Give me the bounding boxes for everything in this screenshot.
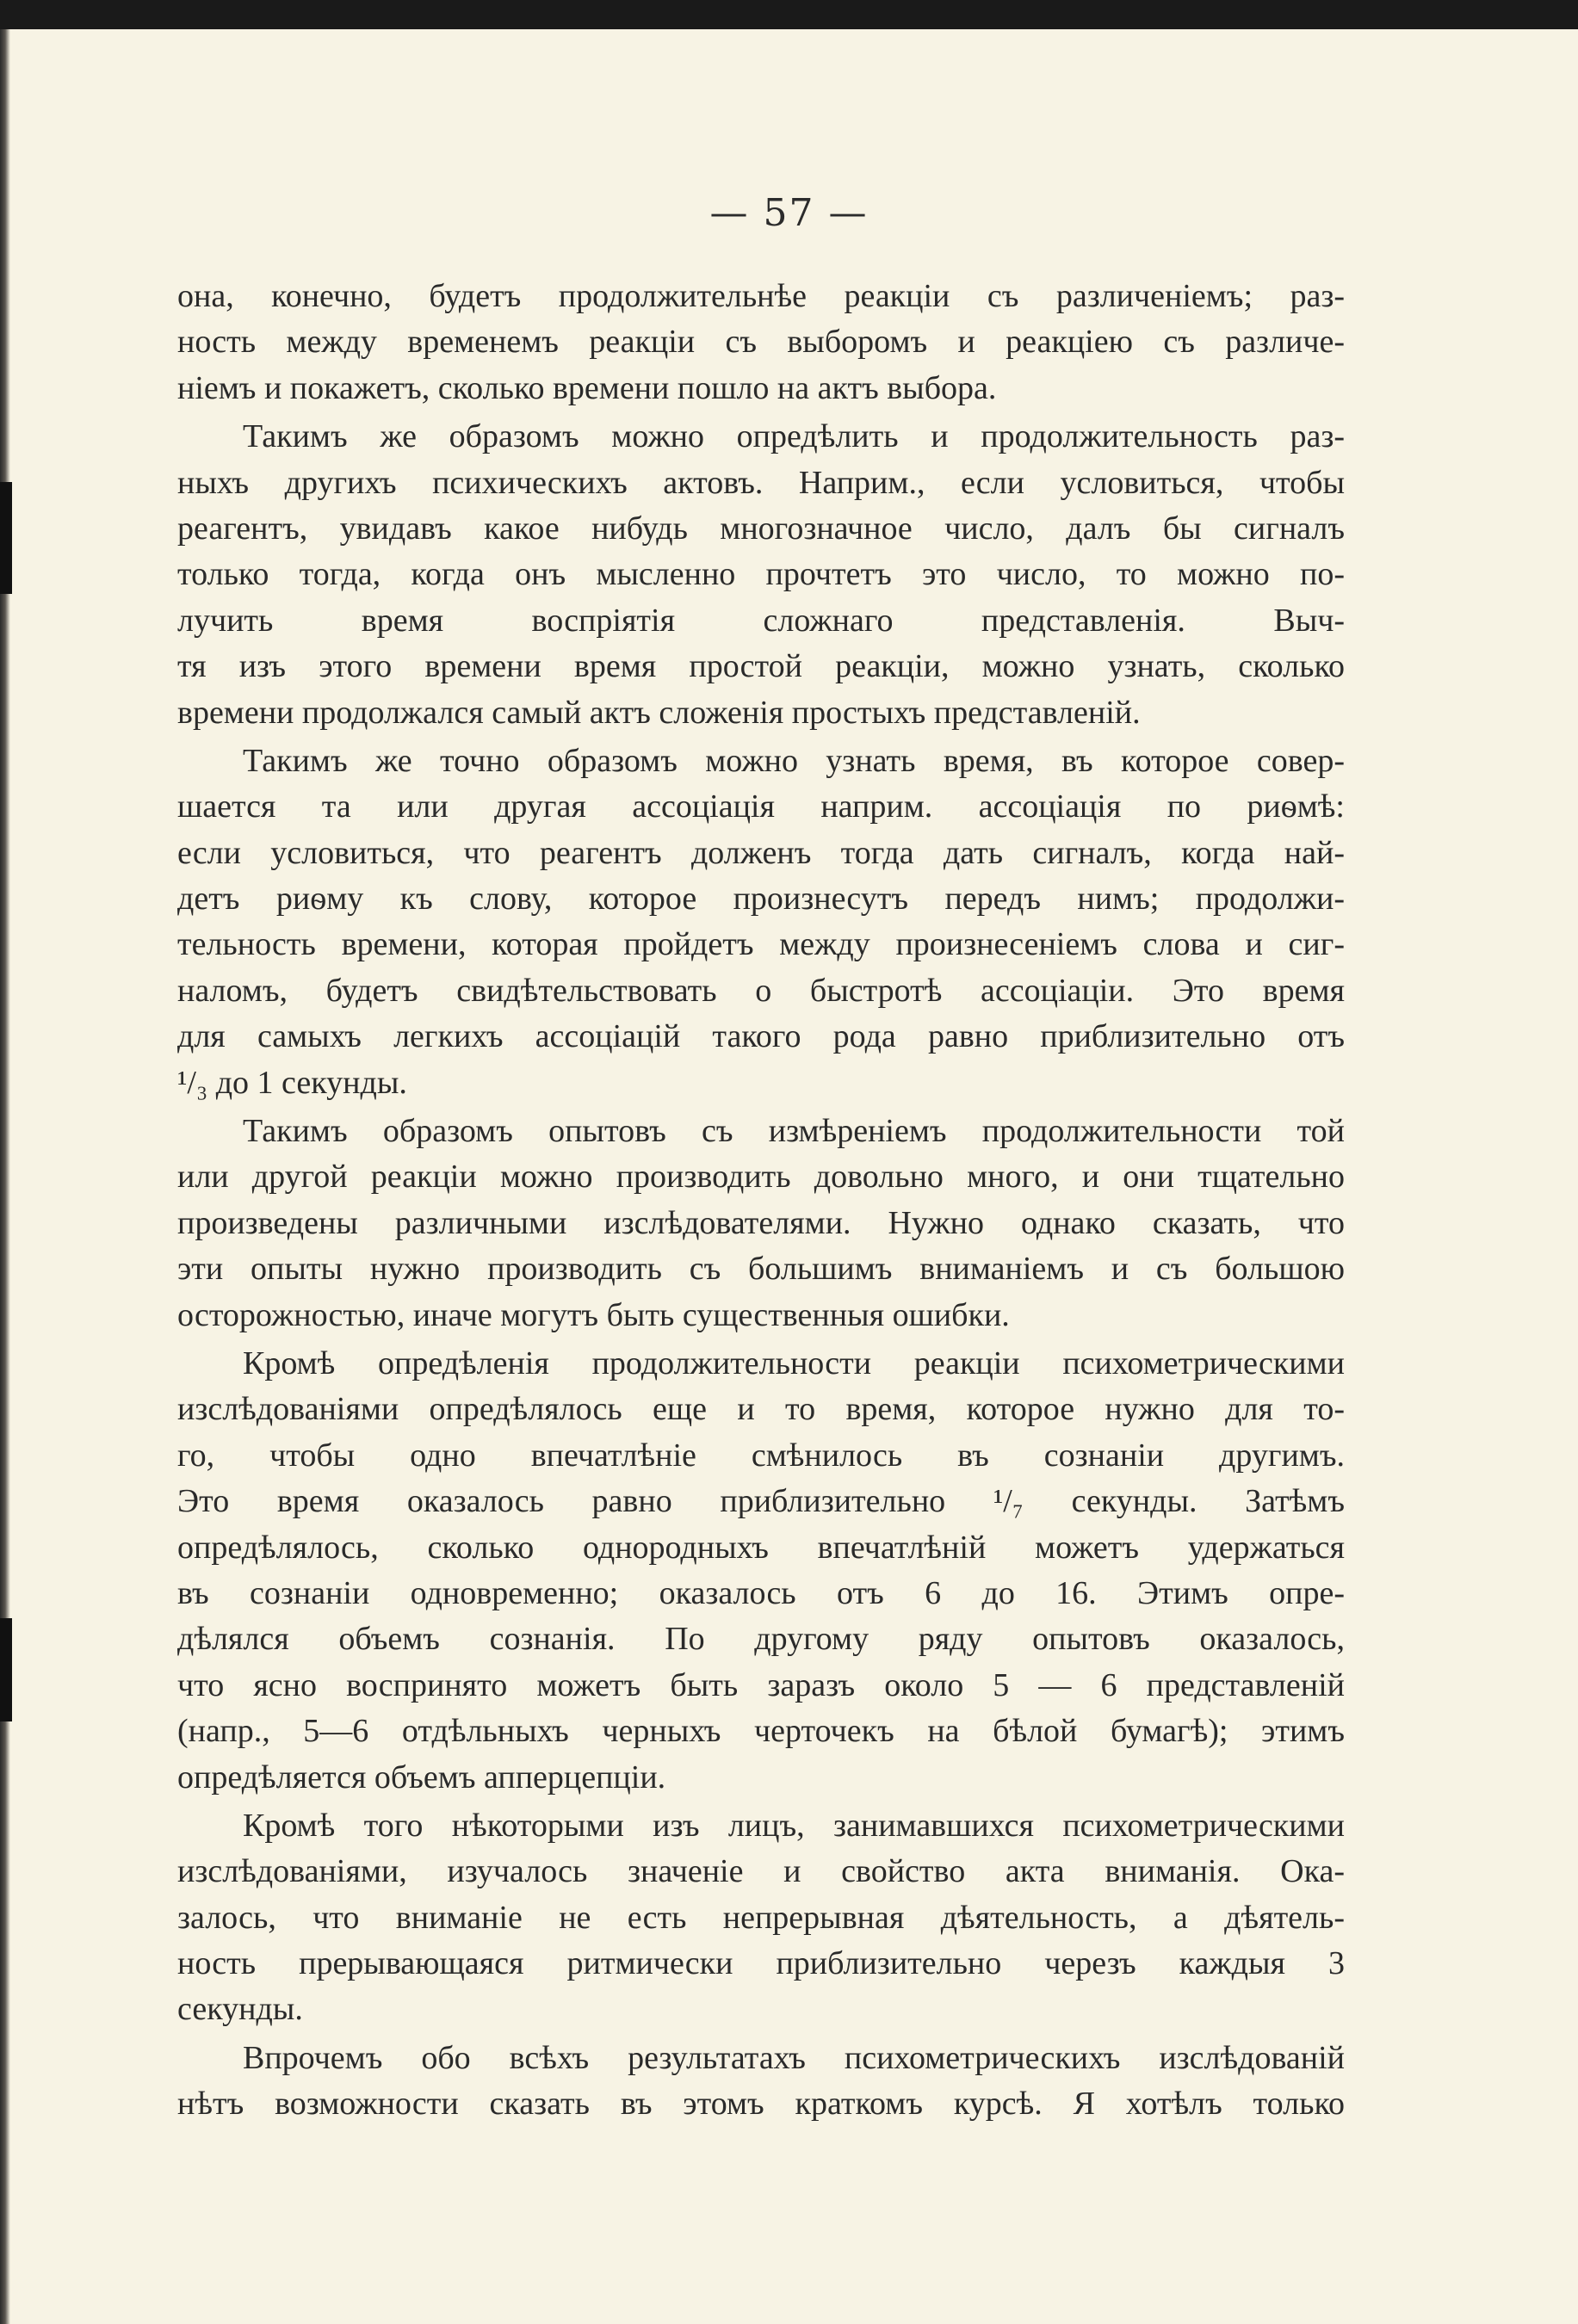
text-line: реагентъ, увидавъ какое нибудь многозначное число, далъ бы сигналъ	[177, 510, 1345, 547]
text-line: изслѣдованіями опредѣлялось еще и то время, которое нужно для то-	[177, 1391, 1345, 1428]
text-line: что ясно воспринято можетъ быть заразъ около 5 — 6 представленій	[177, 1666, 1345, 1703]
text-line: лучить время воспріятія сложнаго представленія. Выч-	[177, 602, 1345, 639]
text-line: времени продолжался самый актъ сложенія простыхъ представленій.	[177, 694, 1141, 731]
page-number: — 57 —	[709, 191, 869, 235]
body-text	[177, 274, 1345, 2130]
text-line: тя изъ этого времени время простой реакціи, можно узнать, сколько	[177, 648, 1345, 685]
text-line: шается та или другая ассоціація наприм. ассоціація по риѳмѣ:	[177, 788, 1345, 825]
text-line: го, чтобы одно впечатлѣніе смѣнилось въ сознаніи другимъ.	[177, 1437, 1345, 1474]
text-line: ніемъ и покажетъ, сколько времени пошло на актъ выбора.	[177, 369, 997, 406]
text-line: Кромѣ того нѣкоторыми изъ лицъ, занимавшихся психометрическими	[243, 1807, 1345, 1844]
text-line: Такимъ образомъ опытовъ съ измѣреніемъ продолжительности той	[243, 1113, 1345, 1150]
paragraph	[177, 2036, 1345, 2128]
text-line: произведены различными изслѣдователями. Нужно однако сказать, что	[177, 1204, 1345, 1241]
text-line: изслѣдованіями, изучалось значеніе и свойство акта вниманія. Ока-	[177, 1853, 1345, 1890]
text-line: только тогда, когда онъ мысленно прочтетъ это число, то можно по-	[177, 556, 1345, 593]
text-line: если условиться, что реагентъ долженъ тогда дать сигналъ, когда най-	[177, 834, 1345, 871]
text-line: наломъ, будетъ свидѣтельствовать о быстротѣ ассоціаціи. Это время	[177, 972, 1345, 1009]
binding-clip-mark	[0, 1618, 12, 1721]
text-line: или другой реакціи можно производить довольно много, и они тщательно	[177, 1159, 1345, 1196]
text-line: дѣлялся объемъ сознанія. По другому ряду опытовъ оказалось,	[177, 1621, 1345, 1658]
text-line: Такимъ же точно образомъ можно узнать время, въ которое совер-	[243, 742, 1345, 779]
binding-clip-mark	[0, 482, 12, 594]
text-line: нѣтъ возможности сказать въ этомъ краткомъ курсѣ. Я хотѣлъ только	[177, 2086, 1345, 2123]
paragraph	[177, 1341, 1345, 1801]
paragraph	[177, 1109, 1345, 1338]
text-line: опредѣляется объемъ апперцепціи.	[177, 1758, 666, 1796]
text-line: для самыхъ легкихъ ассоціацій такого рода равно приблизительно отъ	[177, 1018, 1345, 1055]
text-line: опредѣлялось, сколько однородныхъ впечатлѣній можетъ удержаться	[177, 1529, 1345, 1566]
text-line: осторожностью, иначе могутъ быть существенныя ошибки.	[177, 1296, 1010, 1333]
text-line: залось, что вниманіе не есть непрерывная дѣятельность, а дѣятель-	[177, 1899, 1345, 1936]
scan-top-border	[0, 0, 1578, 29]
text-line: детъ риѳму къ слову, которое произнесутъ передъ нимъ; продолжи-	[177, 881, 1345, 918]
text-line: она, конечно, будетъ продолжительнѣе реакціи съ различеніемъ; раз-	[177, 278, 1345, 314]
text-line: (напр., 5—6 отдѣльныхъ черныхъ черточекъ на бѣлой бумагѣ); этимъ	[177, 1713, 1345, 1750]
text-line: ность между временемъ реакціи съ выборомъ и реакціею съ различе-	[177, 324, 1345, 361]
text-line: эти опыты нужно производить съ большимъ вниманіемъ и съ большою	[177, 1251, 1345, 1288]
paragraph	[177, 1803, 1345, 2033]
text-line: ¹/₃ до 1 секунды.	[177, 1064, 407, 1101]
scan-left-edge	[0, 29, 10, 2324]
text-line: въ сознаніи одновременно; оказалось отъ 6 до 16. Этимъ опре-	[177, 1574, 1345, 1611]
text-line: Кромѣ опредѣленія продолжительности реакціи психометрическими	[243, 1344, 1345, 1381]
paragraph	[177, 274, 1345, 411]
text-line: Это время оказалось равно приблизительно ¹/₇ секунды. Затѣмъ	[177, 1483, 1345, 1520]
text-line: Такимъ же образомъ можно опредѣлить и продолжительность раз-	[243, 418, 1345, 455]
paragraph	[177, 739, 1345, 1106]
text-line: ность прерывающаяся ритмически приблизительно черезъ каждыя 3	[177, 1945, 1345, 1982]
text-line: ныхъ другихъ психическихъ актовъ. Наприм., если условиться, чтобы	[177, 464, 1345, 501]
paragraph	[177, 414, 1345, 736]
text-line: Впрочемъ обо всѣхъ результатахъ психометрическихъ изслѣдованій	[243, 2039, 1345, 2076]
text-line: секунды.	[177, 1991, 303, 2028]
text-line: тельность времени, которая пройдетъ между произнесеніемъ слова и сиг-	[177, 926, 1345, 963]
